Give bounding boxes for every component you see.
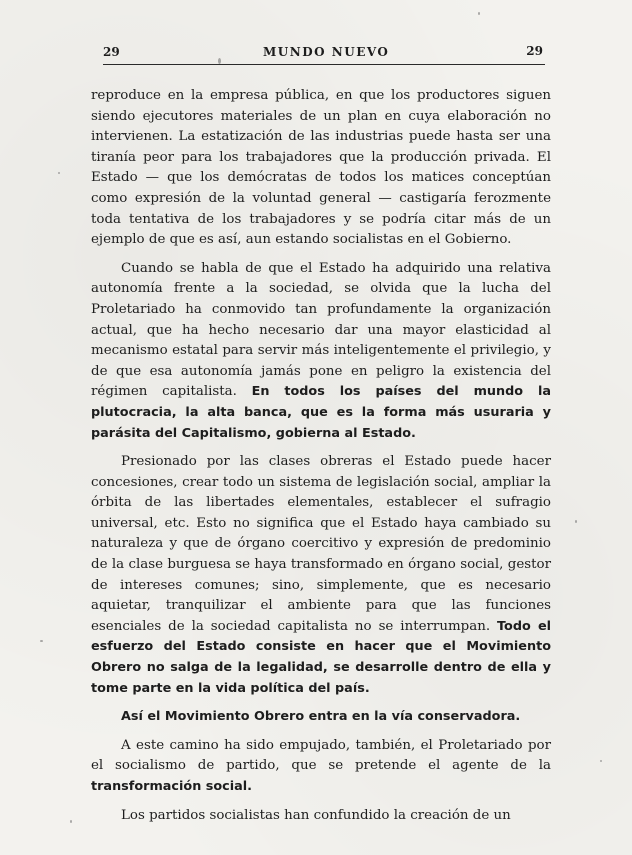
body-text (91, 86, 551, 826)
print-speck (600, 760, 602, 762)
paragraph-3-bold-text: Todo el esfuerzo del Estado consiste en hacer que el Movimiento Obrero no salga de la legalidad, se desarrolle dentro de ella y tome parte en la vida política del país. (91, 618, 552, 696)
paragraph-2-bold-text: En todos los países del mundo la plutocracia, la alta banca, que es la forma más usuraria y parásita del Capitalismo, gobierna al Estado. (91, 384, 551, 441)
paragraph-6 (91, 806, 551, 827)
paragraph-4 (91, 707, 551, 728)
header-rule (103, 64, 545, 65)
print-speck (70, 820, 72, 823)
paragraph-5-text: A este camino ha sido empujado, también, el Proletariado por el socialismo de partido, que se pretende el agente de la (91, 737, 551, 774)
paragraph-1-text: reproduce en la empresa pública, en que los productores siguen siendo ejecutores materiales de un plan en cuya elaboración no intervienen. La estatización de las industrias puede hasta ser una tiranía peor para los trabajadores que la producción privada. El Estado — que los demócratas de todos los matices conceptúan como expresión de la voluntad general — castigaría ferozmente toda tentativa de los trabajadores y se podría citar más de un ejemplo de que es así, aun estando socialistas en el Gobierno. (91, 88, 551, 248)
running-header (103, 44, 543, 64)
paragraph-1 (91, 86, 551, 251)
paragraph-6-text: Los partidos socialistas han confundido la creación de un (121, 807, 511, 823)
page-number-right: 29 (526, 44, 543, 58)
print-speck (575, 520, 577, 523)
paragraph-2 (91, 259, 551, 444)
print-speck (58, 172, 60, 174)
paragraph-3-text: Presionado por las clases obreras el Estado puede hacer concesiones, crear todo un sistema de legislación social, ampliar la órbita de las libertades elementales, establecer el sufragio universal, etc. Esto no significa que el Estado haya cambiado su naturaleza y que de órgano coercitivo y expresión de predominio de la clase burguesa se haya transformado en órgano social, gestor de intereses comunes; sino, simplemente, que es necesario aquietar, tranquilizar el ambiente para que las funciones esenciales de la sociedad capitalista no se interrumpan. (91, 454, 551, 634)
paragraph-5 (91, 736, 551, 798)
running-title: MUNDO NUEVO (263, 45, 390, 59)
print-speck (40, 640, 43, 642)
print-speck (218, 58, 221, 64)
paragraph-2-text: Cuando se habla de que el Estado ha adquirido una relativa autonomía frente a la sociedad, se olvida que la lucha del Proletariado ha conmovido tan profundamente la organización actual, que ha hecho necesario dar una mayor elasticidad al mecanismo estatal para servir más inteligentemente el privilegio, y de que esa autonomía jamás pone en peligro la existencia del régimen capitalista. (91, 260, 551, 400)
page-number-left: 29 (103, 45, 120, 59)
print-speck (478, 12, 480, 15)
paragraph-4-bold-text: Así el Movimiento Obrero entra en la vía conservadora. (121, 709, 521, 725)
paragraph-5-bold-text: transformación social. (91, 779, 253, 794)
paragraph-3 (91, 452, 551, 699)
